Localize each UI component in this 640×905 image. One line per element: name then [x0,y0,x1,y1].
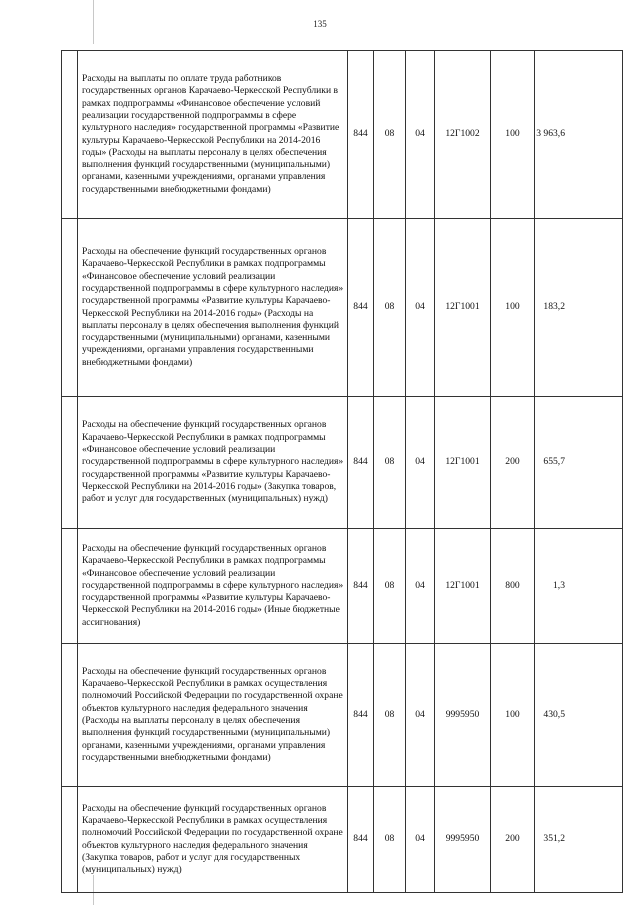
subsection-code: 04 [406,397,435,529]
expense-type-code: 100 [491,644,535,787]
expense-type-code: 200 [491,787,535,893]
admin-code: 844 [348,219,374,397]
expense-description: Расходы на обеспечение функций государственных органов Карачаево-Черкесской Республики в рамках осуществления полномочий Российской Федерации по государственной охране объектов культурного наследия федерального значения (Расходы на выплаты персоналу в целях обеспечения выполнения функций государственными (муниципальными) органами, казенными учреждениями, органами управления государственными внебюджетными фондами) [78,644,348,787]
page-number: 135 [313,19,327,29]
amount: 655,7 [535,397,623,529]
expense-description: Расходы на обеспечение функций государственных органов Карачаево-Черкесской Республики в рамках подпрограммы «Финансовое обеспечение условий реализации государственной подпрограммы в сфере культурного наследия» государственной программы «Развитие культуры Карачаево-Черкесской Республики на 2014-2016 годы» (Расходы на выплаты персоналу в целях обеспечения выполнения функций государственными (муниципальными) органами, казенными учреждениями, органами управления государственными внебюджетными фондами) [78,219,348,397]
scan-artifact-line [93,0,94,44]
target-article-code: 9995950 [435,787,491,893]
expense-type-code: 800 [491,529,535,644]
admin-code: 844 [348,397,374,529]
row-stub-cell [62,219,78,397]
admin-code: 844 [348,787,374,893]
table-row [62,644,623,787]
target-article-code: 9995950 [435,644,491,787]
expense-description: Расходы на выплаты по оплате труда работников государственных органов Карачаево-Черкесской Республики в рамках подпрограммы «Финансовое обеспечение условий реализации государственной подпрограммы в сфере культурного наследия» государственной программы «Развитие культуры Карачаево-Черкесской Республики на 2014-2016 годы» (Расходы на выплаты персоналу в целях обеспечения выполнения функций государственными (муниципальными) органами, казенными учреждениями, органами управления государственными внебюджетными фондами) [78,51,348,219]
subsection-code: 04 [406,644,435,787]
amount: 3 963,6 [535,51,623,219]
row-stub-cell [62,644,78,787]
amount: 183,2 [535,219,623,397]
expense-type-code: 100 [491,219,535,397]
section-code: 08 [374,51,406,219]
table-row [62,51,623,219]
section-code: 08 [374,644,406,787]
expense-description: Расходы на обеспечение функций государственных органов Карачаево-Черкесской Республики в рамках подпрограммы «Финансовое обеспечение условий реализации государственной подпрограммы в сфере культурного наследия» государственной программы «Развитие культуры Карачаево-Черкесской Республики на 2014-2016 годы» (Иные бюджетные ассигнования) [78,529,348,644]
subsection-code: 04 [406,787,435,893]
expense-type-code: 200 [491,397,535,529]
expense-description: Расходы на обеспечение функций государственных органов Карачаево-Черкесской Республики в рамках подпрограммы «Финансовое обеспечение условий реализации государственной подпрограммы в сфере культурного наследия» государственной программы «Развитие культуры Карачаево-Черкесской Республики на 2014-2016 годы» (Закупка товаров, работ и услуг для государственных (муниципальных) нужд) [78,397,348,529]
subsection-code: 04 [406,51,435,219]
expense-description: Расходы на обеспечение функций государственных органов Карачаево-Черкесской Республики в рамках осуществления полномочий Российской Федерации по государственной охране объектов культурного наследия федерального значения (Закупка товаров, работ и услуг для государственных (муниципальных) нужд) [78,787,348,893]
target-article-code: 12Г1001 [435,397,491,529]
table-row [62,529,623,644]
expense-type-code: 100 [491,51,535,219]
section-code: 08 [374,397,406,529]
amount: 430,5 [535,644,623,787]
section-code: 08 [374,787,406,893]
row-stub-cell [62,787,78,893]
target-article-code: 12Г1001 [435,219,491,397]
admin-code: 844 [348,529,374,644]
row-stub-cell [62,51,78,219]
table-row [62,219,623,397]
subsection-code: 04 [406,219,435,397]
target-article-code: 12Г1002 [435,51,491,219]
section-code: 08 [374,219,406,397]
table-row [62,787,623,893]
row-stub-cell [62,529,78,644]
admin-code: 844 [348,51,374,219]
admin-code: 844 [348,644,374,787]
section-code: 08 [374,529,406,644]
amount: 1,3 [535,529,623,644]
expenditure-table [61,50,623,893]
subsection-code: 04 [406,529,435,644]
amount: 351,2 [535,787,623,893]
target-article-code: 12Г1001 [435,529,491,644]
row-stub-cell [62,397,78,529]
table-row [62,397,623,529]
